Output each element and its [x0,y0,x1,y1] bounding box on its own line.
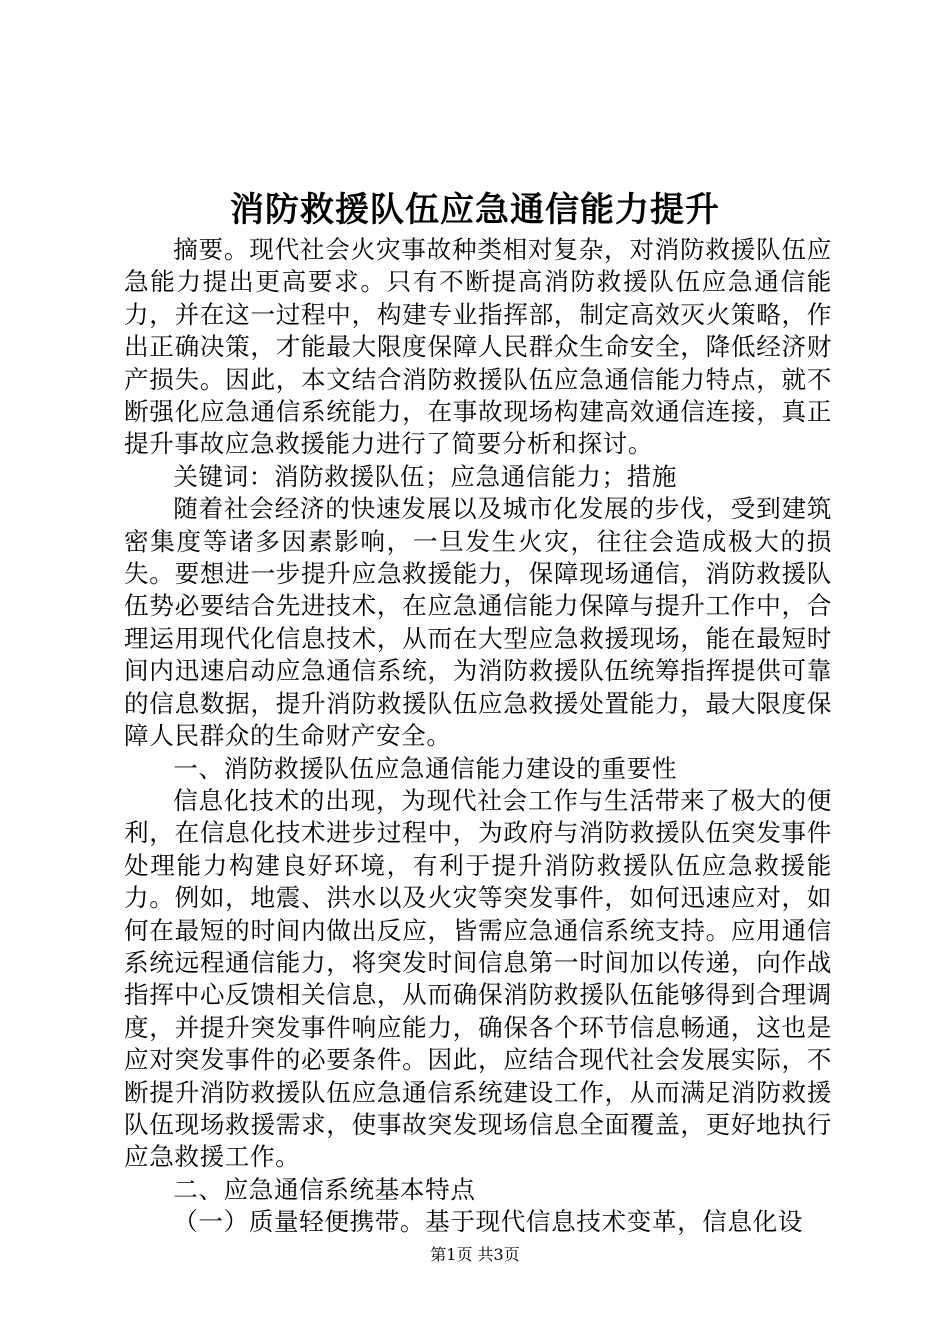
document-body [124,234,832,1239]
section-heading-2: 二、应急通信系统基本特点 [173,1174,476,1204]
document-title: 消防救援队伍应急通信能力提升 [230,190,720,230]
page-footer: 第1页 共3页 [430,1245,520,1264]
keywords-paragraph: 关键词：消防救援队伍；应急通信能力；措施 [173,461,678,491]
section-1-paragraph: 信息化技术的出现，为现代社会工作与生活带来了极大的便利，在信息化技术进步过程中，为政府与消防救援队伍突发事件处理能力构建良好环境，有利于提升消防救援队伍应急救援能力。例如，地震、洪水以及火灾等突发事件，如何迅速应对，如何在最短的时间内做出反应，皆需应急通信系统支持。应用通信系统远程通信能力，将突发时间信息第一时间加以传递，向作战指挥中心反馈相关信息，从而确保消防救援队伍能够得到合理调度，并提升突发事件响应能力，确保各个环节信息畅通，这也是应对突发事件的必要条件。因此，应结合现代社会发展实际，不断提升消防救援队伍应急通信系统建设工作，从而满足消防救援队伍现场救援需求，使事故突发现场信息全面覆盖，更好地执行应急救援工作。 [124,785,832,1172]
abstract-paragraph: 摘要。现代社会火灾事故种类相对复杂，对消防救援队伍应急能力提出更高要求。只有不断提高消防救援队伍应急通信能力，并在这一过程中，构建专业指挥部，制定高效灭火策略，作出正确决策，才能最大限度保障人民群众生命安全，降低经济财产损失。因此，本文结合消防救援队伍应急通信能力特点，就不断强化应急通信系统能力，在事故现场构建高效通信连接，真正提升事故应急救援能力进行了简要分析和探讨。 [124,235,832,459]
section-heading-1: 一、消防救援队伍应急通信能力建设的重要性 [173,753,678,783]
intro-paragraph: 随着社会经济的快速发展以及城市化发展的步伐，受到建筑密集度等诸多因素影响，一旦发生火灾，往往会造成极大的损失。要想进一步提升应急救援能力，保障现场通信，消防救援队伍势必要结合先进技术，在应急通信能力保障与提升工作中，合理运用现代化信息技术，从而在大型应急救援现场，能在最短时间内迅速启动应急通信系统，为消防救援队伍统筹指挥提供可靠的信息数据，提升消防救援队伍应急救援处置能力，最大限度保障人民群众的生命财产安全。 [124,494,832,751]
subsection-paragraph: （一）质量轻便携带。基于现代信息技术变革，信息化设 [173,1207,804,1237]
